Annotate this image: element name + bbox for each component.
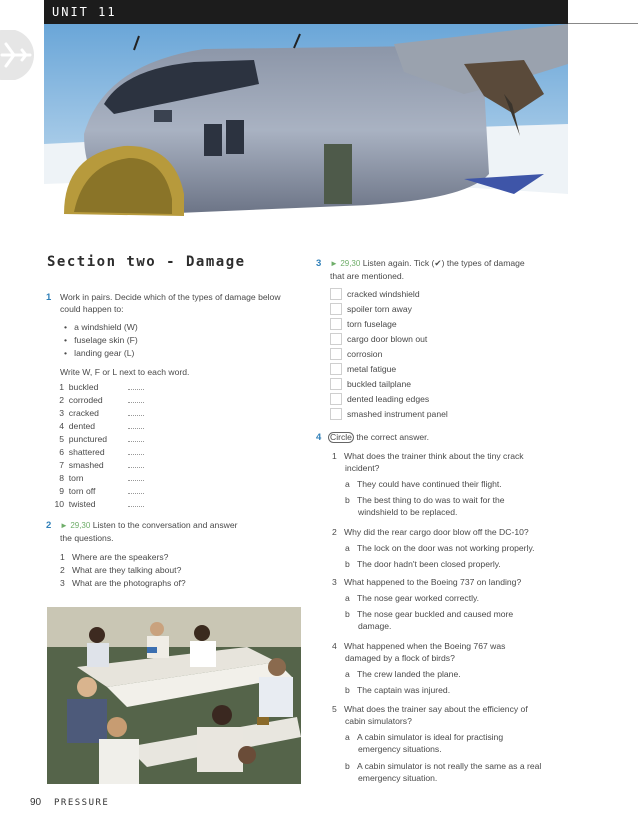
audio-icon[interactable]: ►: [60, 521, 68, 530]
exercise-2-instruction: ► 29,30 Listen to the conversation and answer: [60, 520, 238, 530]
ex1-write-instruction: Write W, F or L next to each word.: [60, 367, 190, 377]
exercise-4-instruction: Circle the correct answer.: [330, 432, 429, 442]
checklist-item: cargo door blown out: [347, 334, 428, 344]
plane-icon: [0, 30, 36, 80]
ex4-question-cont: incident?: [345, 463, 380, 473]
footer-title: PRESSURE: [54, 798, 110, 808]
word-item[interactable]: 3 cracked: [48, 407, 138, 419]
exercise-3-instruction: ► 29,30 Listen again. Tick (✔) the types of damage: [330, 258, 525, 268]
tick-box[interactable]: [330, 333, 342, 345]
ex2-question: 2 What are they talking about?: [60, 565, 182, 575]
tick-box[interactable]: [330, 303, 342, 315]
checklist-item: dented leading edges: [347, 394, 430, 404]
ex1-bullet: • a windshield (W): [64, 322, 138, 332]
checklist-item: corrosion: [347, 349, 383, 359]
audio-icon[interactable]: ►: [330, 259, 338, 268]
tick-box[interactable]: [330, 378, 342, 390]
word-item[interactable]: 6 shattered: [48, 446, 138, 458]
ex4-option-a[interactable]: a The nose gear worked correctly.: [345, 593, 480, 603]
audio-track[interactable]: 29,30: [70, 521, 91, 530]
crashed-aircraft-photo: [44, 24, 568, 227]
exercise-3-number: 3: [316, 258, 322, 269]
ex1-bullet: • landing gear (L): [64, 348, 135, 358]
checklist-item: torn fuselage: [347, 319, 397, 329]
ex4-question: 2 Why did the rear cargo door blow off the DC-10?: [332, 527, 529, 537]
tick-box[interactable]: [330, 288, 342, 300]
ex4-option-a[interactable]: a They could have continued their flight.: [345, 479, 502, 489]
ex4-option-cont: damage.: [358, 621, 392, 631]
tick-box[interactable]: [330, 363, 342, 375]
ex4-question: 1 What does the trainer think about the tiny crack: [332, 451, 524, 461]
exercise-4-number: 4: [316, 432, 322, 443]
ex4-option-a[interactable]: a A cabin simulator is ideal for practising: [345, 732, 504, 742]
ex4-option-b[interactable]: b The best thing to do was to wait for the: [345, 495, 505, 505]
audio-track[interactable]: 29,30: [340, 259, 361, 268]
ex4-option-cont: emergency situation.: [358, 773, 438, 783]
ex4-option-cont: windshield to be replaced.: [358, 507, 458, 517]
word-item[interactable]: 4 dented: [48, 420, 138, 432]
ex1-bullet: • fuselage skin (F): [64, 335, 138, 345]
ex2-question: 3 What are the photographs of?: [60, 578, 186, 588]
ex4-option-b[interactable]: b The captain was injured.: [345, 685, 451, 695]
ex4-question: 5 What does the trainer say about the efficiency of: [332, 704, 528, 714]
tick-box[interactable]: [330, 393, 342, 405]
ex4-option-cont: emergency situations.: [358, 744, 442, 754]
unit-header-bar: [44, 0, 568, 24]
ex4-option-b[interactable]: b The nose gear buckled and caused more: [345, 609, 514, 619]
meeting-room-photo: [47, 607, 301, 784]
word-item[interactable]: 9 torn off: [48, 485, 138, 497]
word-item[interactable]: 2 corroded: [48, 394, 138, 406]
checklist-item: smashed instrument panel: [347, 409, 448, 419]
section-title: Section two - Damage: [47, 254, 246, 270]
ex4-question: 4 What happened when the Boeing 767 was: [332, 641, 506, 651]
word-item[interactable]: 7 smashed: [48, 459, 138, 471]
word-item[interactable]: 8 torn: [48, 472, 138, 484]
ex2-question: 1 Where are the speakers?: [60, 552, 169, 562]
tick-box[interactable]: [330, 318, 342, 330]
word-item[interactable]: 10 twisted: [48, 498, 138, 510]
ex4-option-a[interactable]: a The lock on the door was not working properly.: [345, 543, 535, 553]
unit-label: UNIT 11: [52, 5, 117, 19]
ex4-option-a[interactable]: a The crew landed the plane.: [345, 669, 461, 679]
exercise-3-instruction-cont: that are mentioned.: [330, 271, 405, 281]
exercise-1-instruction: Work in pairs. Decide which of the types of damage below could happen to:: [60, 292, 281, 315]
exercise-2-instruction-cont: the questions.: [60, 533, 114, 543]
checklist-item: metal fatigue: [347, 364, 397, 374]
exercise-2-number: 2: [46, 520, 52, 531]
ex4-question-cont: damaged by a flock of birds?: [345, 653, 455, 663]
ex4-question: 3 What happened to the Boeing 737 on landing?: [332, 577, 522, 587]
checklist-item: spoiler torn away: [347, 304, 412, 314]
ex4-option-b[interactable]: b The door hadn't been closed properly.: [345, 559, 501, 569]
ex4-option-b[interactable]: b A cabin simulator is not really the same as a real: [345, 761, 542, 771]
checklist-item: cracked windshield: [347, 289, 420, 299]
ex4-question-cont: cabin simulators?: [345, 716, 412, 726]
word-item[interactable]: 5 punctured: [48, 433, 138, 445]
exercise-1-number: 1: [46, 292, 52, 303]
tick-box[interactable]: [330, 348, 342, 360]
checklist-item: buckled tailplane: [347, 379, 412, 389]
tick-box[interactable]: [330, 408, 342, 420]
page-number: 90: [30, 797, 42, 808]
header-rule: [568, 23, 638, 24]
word-item[interactable]: 1 buckled: [48, 381, 138, 393]
